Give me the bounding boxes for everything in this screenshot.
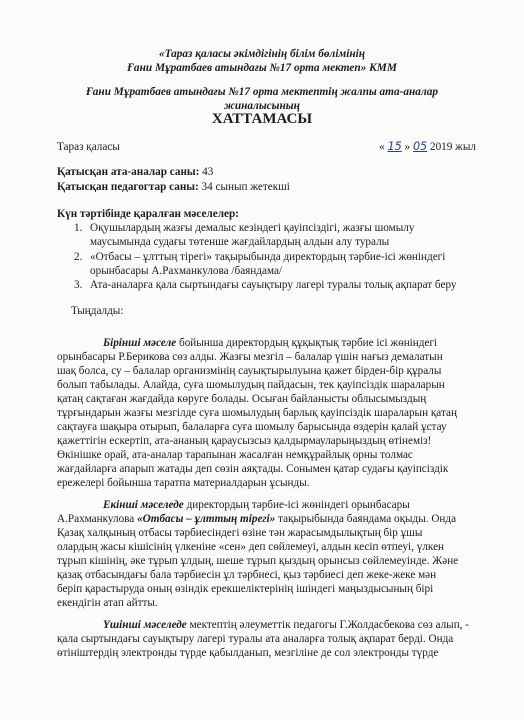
p1-line1: бойынша директордың құқықтық тәрбие ісі жөніндегі	[176, 337, 438, 349]
agenda-item-2-line1: «Отбасы – ұлттың тірегі» тақырыбында директордың тәрбие-ісі жөніндегі	[90, 251, 446, 263]
date-month: 05	[412, 140, 428, 153]
parents-label: Қатысқан ата-аналар саны:	[57, 166, 200, 178]
p1-line: қажеттігін ескертіп, ата-ананың қараусызсыз қалдырмауларыңыздың өтінеміз!	[57, 435, 432, 447]
parents-value: 43	[202, 166, 214, 178]
date-year: 2019 жыл	[429, 141, 476, 153]
agenda-item-1-num: 1.	[74, 222, 83, 234]
p1-line: Өкінішке орай, ата-аналар тарапынан жасалған немқұрайлық орны толмас	[57, 449, 413, 461]
p2-first-line	[103, 498, 410, 513]
p2-lead: Екінші мәселеде	[103, 499, 184, 511]
p1-line: ережелері бойынша таратпа материалдарын ұсынды.	[57, 477, 310, 489]
attendance-teachers	[57, 180, 290, 195]
doc-title: ХАТТАМАСЫ	[211, 111, 313, 127]
date-day: 15	[387, 140, 402, 153]
p1-line: орынбасары Р.Берикова сөз алды. Жазғы мезгіл – балалар үшін нағыз демалатын	[57, 351, 443, 363]
agenda-item-1-line2: маусымында судағы төтенше жағдайлардың алдын алу туралы	[90, 236, 390, 248]
p3-lead: Үшінші мәселеде	[103, 619, 187, 631]
agenda-item-1-line1: Оқушылардың жазғы демалыс кезіндегі қауіпсіздігі, жазғы шомылу	[90, 222, 415, 234]
p2-line: олардың жасы кішісінің үлкеніне «сен» деп сөйлемеуі, алдын кесіп өтпеуі, үлкен	[57, 541, 445, 553]
p2-topic: «Отбасы – ұлттың тірегі»	[137, 513, 276, 525]
p2-line: Қазақ халқының отбасы тәрбиесіндегі өзіне тән жарасымдылықтың бір ұшы	[57, 527, 423, 539]
attendance-parents	[57, 165, 213, 180]
teachers-label: Қатысқан педагогтар саны:	[57, 181, 199, 193]
p2-second-line	[57, 512, 456, 527]
doc-subtitle-line1: Ғани Мұратбаев атындағы №17 орта мектептің жалпы ата-аналар	[85, 86, 439, 98]
p1-lead: Бірінші мәселе	[103, 337, 177, 349]
date-close-quote: »	[404, 141, 411, 153]
p1-line: қатаң сақтаған жағдайда көруге болады. Осыған байланысты облысымыздың	[57, 393, 427, 405]
p2-line: тұрып кішінің, әке тұрып ұлдың, шеше тұрып қыздың орынсыз сөйлемеуінде. Және	[57, 555, 459, 567]
date-open-quote: «	[379, 141, 385, 153]
p1-line: тұрғындарын жазғы мезгілде суға шомылудың барлық қауіпсіздік шараларын қатаң	[57, 407, 457, 419]
org-header-line1: «Тараз қаласы әкімдігінің білім бөлімінің	[158, 48, 366, 60]
p1-line: жағдайларға апарып жатады деп сөзін аяқтады. Сонымен қатар судағы қауіпсіздік	[57, 463, 449, 475]
p2-line: беріп қарастыруда оның өзіндік ерекшеліктерінің ішіндегі маңыздысының бірі	[57, 583, 434, 595]
p2-line2a: А.Рахманкулова	[57, 513, 138, 525]
org-header-line2: Ғани Мұратбаев атындағы №17 орта мектеп» КММ	[127, 62, 397, 74]
date-line	[379, 140, 476, 155]
agenda-item-3-num: 3.	[74, 279, 83, 291]
p3-first-line	[103, 618, 469, 633]
p2-line: қазақ отбасындағы бала тәрбиесін ұл тәрбиесі, қыз тәрбиесі деп жеке-жеке мән	[57, 569, 437, 581]
p2-line1: директордың тәрбие-ісі жөніндегі орынбасары	[183, 499, 410, 511]
agenda-heading: Күн тәртібінде қаралған мәселелер:	[57, 208, 239, 220]
p2-line: екендігін атап айтты.	[57, 597, 158, 609]
teachers-value: 34 сынып жетекші	[201, 181, 290, 193]
agenda-item-2-num: 2.	[74, 251, 83, 263]
p1-first-line	[103, 336, 437, 351]
p1-line: сақтауға шақыра отырып, балаларға суға шомылу барысында өздерін қалай ұстау	[57, 421, 447, 433]
p3-line: өтініштердің электронды түрде қабылданып, мезгіліне де сол электронды түрде	[57, 647, 439, 659]
p3-line1: мектептің әлеуметтік педагогы Г.Жолдасбекова сөз алып, -	[186, 619, 470, 631]
p3-line: қала сыртындағы сауықтыру лагері туралы ата аналарға толық ақпарат берді. Онда	[57, 633, 454, 645]
p1-line: болып табылады. Алайда, суға шомылудың пайдасын, тек қауіпсіздік шараларын	[57, 379, 445, 391]
place: Тараз қаласы	[57, 141, 120, 153]
listened-label: Тыңдалды:	[71, 305, 124, 317]
p2-line2c: тақырыбында баяндама оқыды. Онда	[275, 513, 457, 525]
p1-line: шақ болса, су – балалар организмінің сауықтырылуына қажет бірден-бір құралы	[57, 365, 442, 377]
agenda-item-3-line1: Ата-аналарға қала сыртындағы сауықтыру лагері туралы толық ақпарат беру	[90, 279, 457, 291]
doc-subtitle-line2: жиналысының	[224, 100, 300, 112]
agenda-item-2-line2: орынбасары А.Рахманкулова /баяндама/	[90, 265, 283, 277]
